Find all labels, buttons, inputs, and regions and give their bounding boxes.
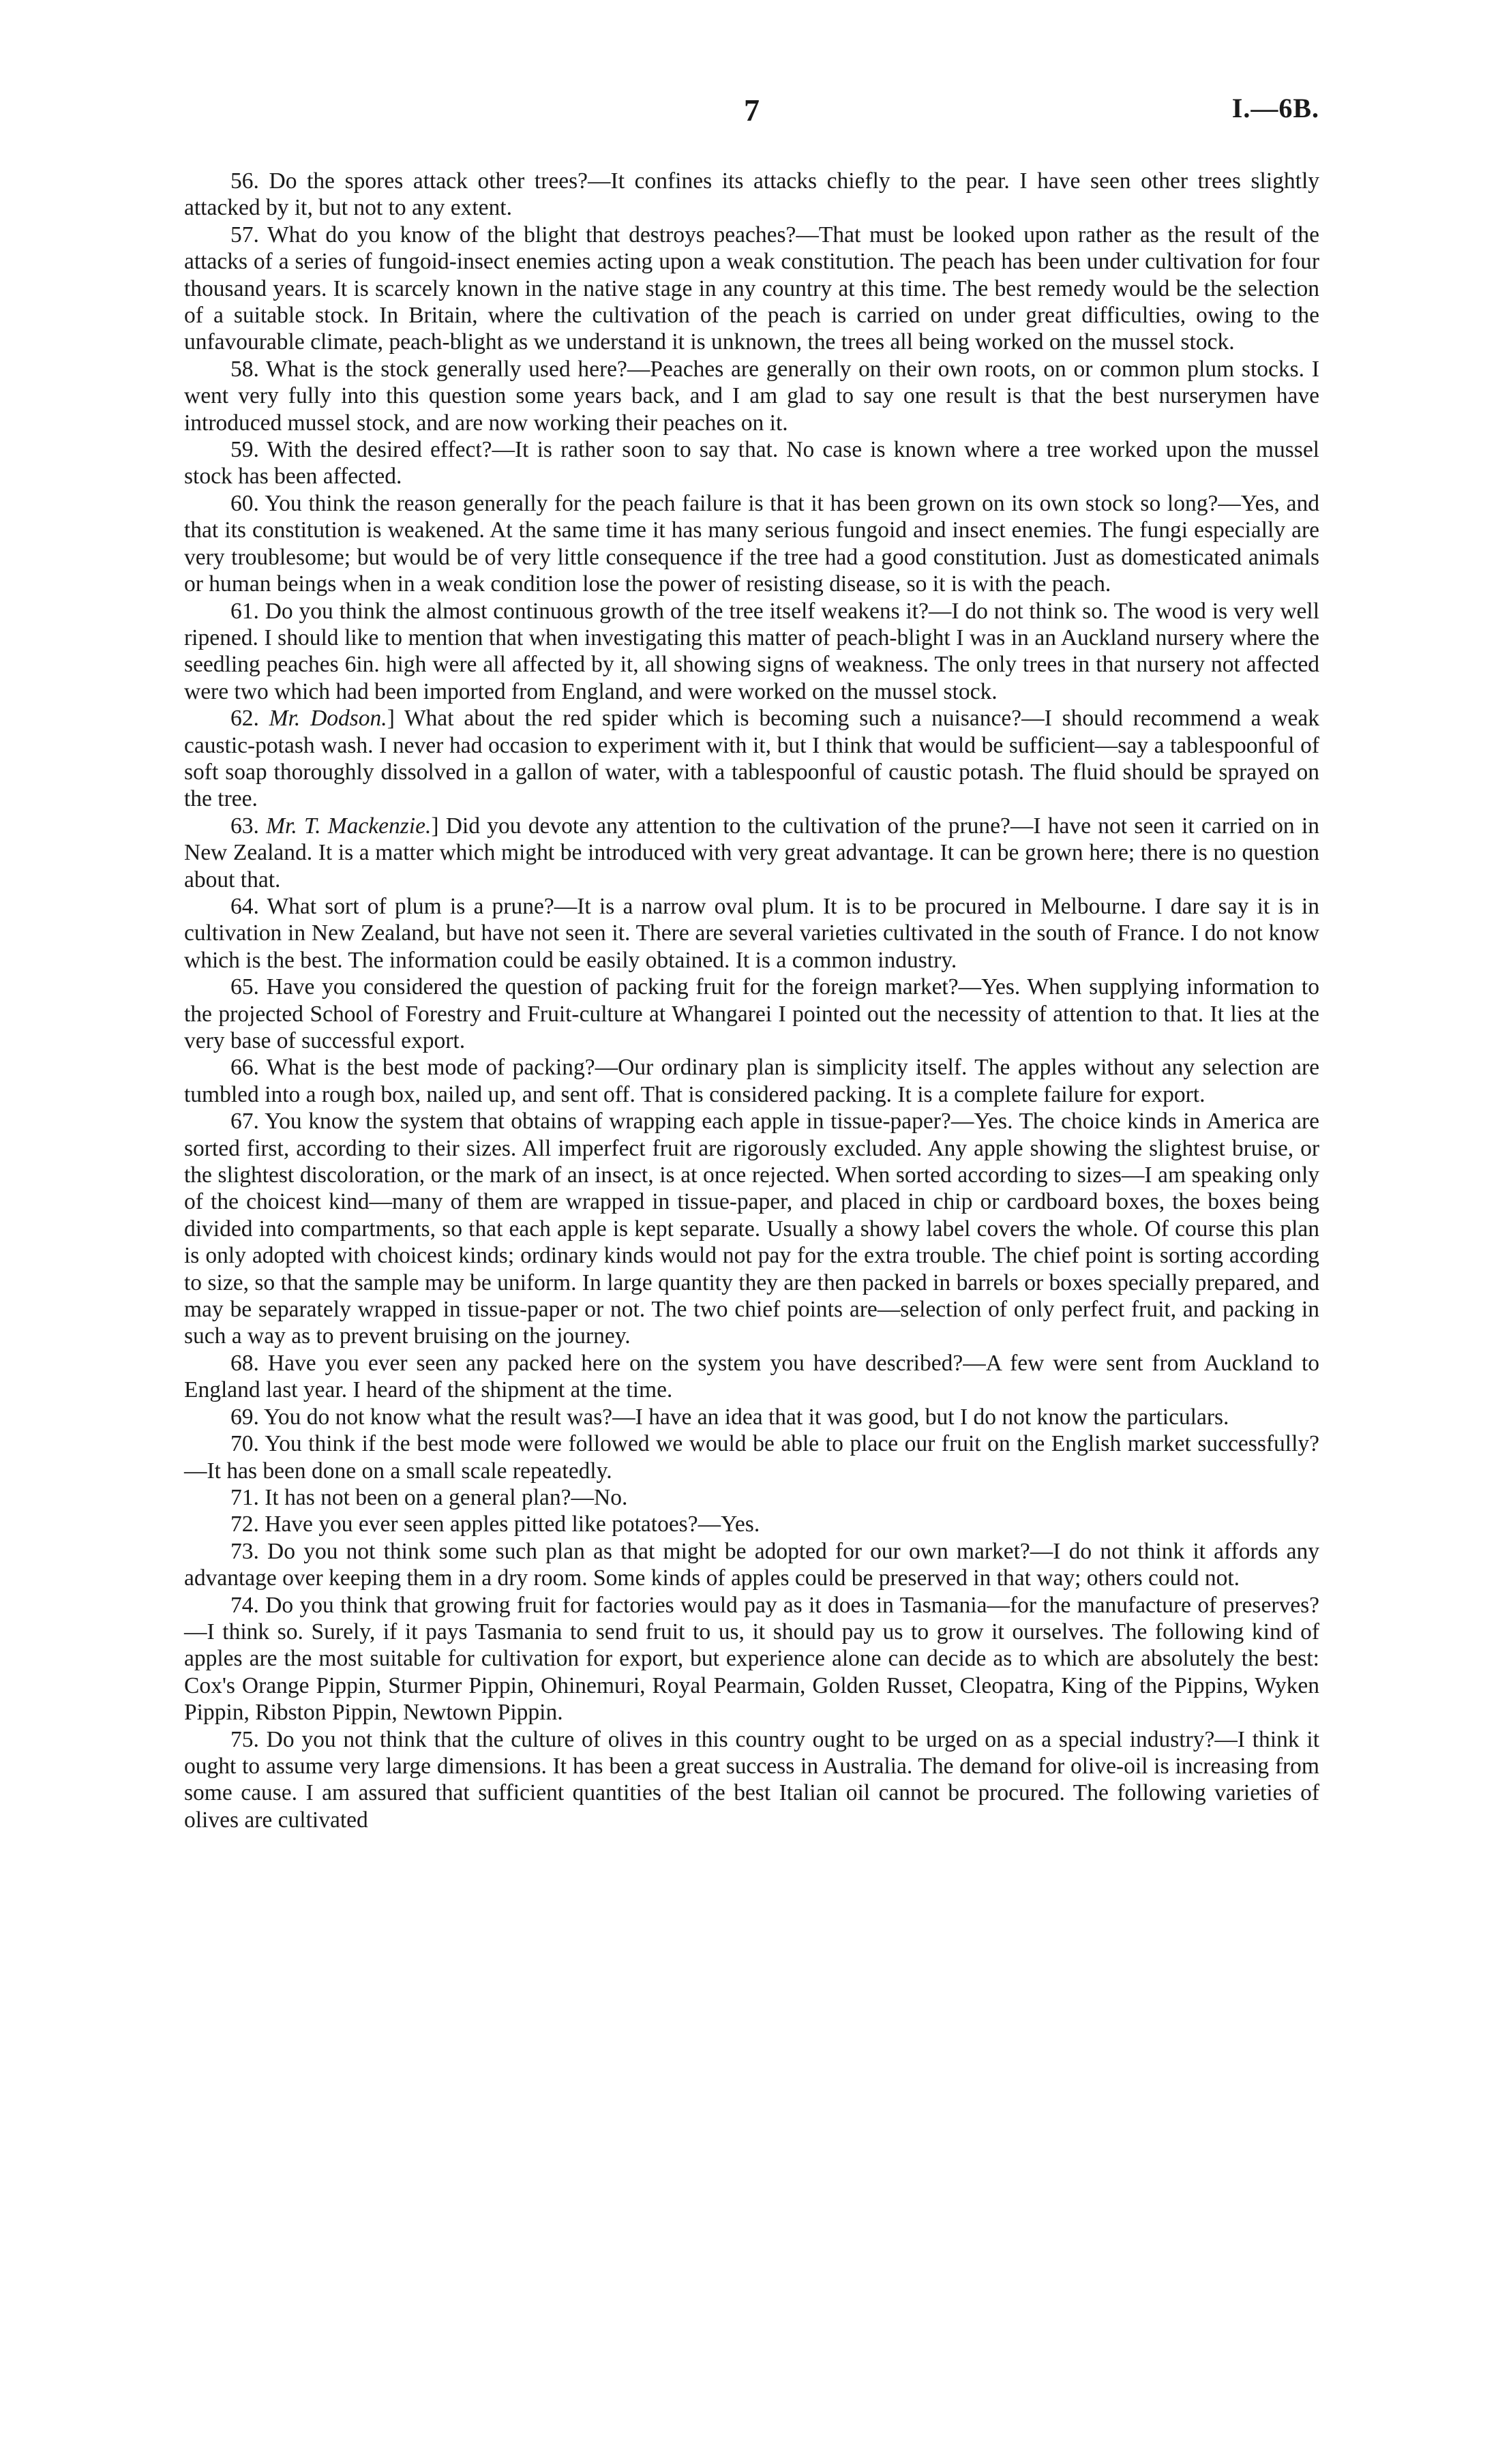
paragraph-q75 [184, 1726, 1319, 1834]
paragraph-q68 [184, 1350, 1319, 1404]
paragraph-q74 [184, 1592, 1319, 1726]
paragraph-q70 [184, 1430, 1319, 1484]
paragraph-q57 [184, 222, 1319, 356]
paragraph-q69 [184, 1404, 1319, 1430]
document-reference: I.—6B. [1231, 93, 1319, 123]
paragraph-q59 [184, 436, 1319, 490]
paragraph-text: 68. Have you ever seen any packed here on the system you have described?—A few were sent from Auckland to England last year. I heard of the shipment at the time. [184, 1350, 1319, 1403]
paragraph-text: 64. What sort of plum is a prune?—It is a narrow oval plum. It is to be procured in Melbourne. I dare say it is in cultivation in New Zealand, but have not seen it. There are several varieties cultivated in the south of France. I do not know which is the best. The information could be easily obtained. It is a common industry. [184, 893, 1319, 973]
paragraph-q73 [184, 1538, 1319, 1592]
body-text [184, 168, 1319, 1833]
paragraph-text: 67. You know the system that obtains of wrapping each apple in tissue-paper?—Yes. The choice kinds in America are sorted first, according to their sizes. All imperfect fruit are rigorously excluded. Any apple showing the slightest bruise, or the slightest discoloration, or the mark of an insect, is at once rejected. When sorted according to sizes—I am speaking only of the choicest kind—many of them are wrapped in tissue-paper, and placed in chip or cardboard boxes, the boxes being divided into compartments, so that each apple is kept separate. Usually a showy label covers the whole. Of course this plan is only adopted with choicest kinds; ordinary kinds would not pay for the extra trouble. The chief point is sorting according to size, so that the sample may be uniform. In large quantity they are then packed in barrels or boxes specially prepared, and may be separately wrapped in tissue-paper or not. The two chief points are—selection of only perfect fruit, and packing in such a way as to prevent bruising on the journey. [184, 1109, 1319, 1349]
paragraph-text: 69. You do not know what the result was?—I have an idea that it was good, but I do not know the particulars. [230, 1404, 1229, 1430]
paragraph-text: 56. Do the spores attack other trees?—It confines its attacks chiefly to the pear. I have seen other trees slightly attacked by it, but not to any extent. [184, 168, 1319, 221]
paragraph-q63 [184, 813, 1319, 893]
paragraph-text: 70. You think if the best mode were followed we would be able to place our fruit on the English market successfully?—It has been done on a small scale repeatedly. [184, 1431, 1319, 1484]
paragraph-q64 [184, 893, 1319, 974]
paragraph-text: 74. Do you think that growing fruit for factories would pay as it does in Tasmania—for the manufacture of preserves?—I think so. Surely, if it pays Tasmania to send fruit to us, it should pay us to grow it ourselves. The following kind of apples are the most suitable for cultivation for export, but experience alone can decide as to which are absolutely the best: Cox's Orange Pippin, Sturmer Pippin, Ohinemuri, Royal Pearmain, Golden Russet, Cleopatra, King of the Pippins, Wyken Pippin, Ribston Pippin, Newtown Pippin. [184, 1592, 1319, 1726]
paragraph-text: 65. Have you considered the question of packing fruit for the foreign market?—Yes. When supplying information to the projected School of Forestry and Fruit-culture at Whangarei I pointed out the necessity of attention to that. It lies at the very base of successful export. [184, 974, 1319, 1053]
paragraph-text: 58. What is the stock generally used here?—Peaches are generally on their own roots, on or common plum stocks. I went very fully into this question some years back, and I am glad to say one result is that the best nurserymen have introduced mussel stock, and are now working their peaches on it. [184, 356, 1319, 436]
paragraph-text: ] Did you devote any attention to the cultivation of the prune?—I have not seen it carried on in New Zealand. It is a matter which might be introduced with very great advantage. It can be grown here; there is no question about that. [184, 813, 1319, 892]
paragraph-text: 61. Do you think the almost continuous growth of the tree itself weakens it?—I do not think so. The wood is very well ripened. I should like to mention that when investigating this matter of peach-blight I was in an Auckland nursery where the seedling peaches 6in. high were all affected by it, all showing signs of weakness. The only trees in that nursery not affected were two which had been imported from England, and were worked on the mussel stock. [184, 598, 1319, 704]
paragraph-text: 59. With the desired effect?—It is rather soon to say that. No case is known where a tree worked upon the mussel stock has been affected. [184, 437, 1319, 490]
paragraph-text: 57. What do you know of the blight that destroys peaches?—That must be looked upon rather as the result of the attacks of a series of fungoid-insect enemies acting upon a weak constitution. The peach has been under cultivation for four thousand years. It is scarcely known in the native stage in any country at this time. The best remedy would be the selection of a suitable stock. In Britain, where the cultivation of the peach is carried on under great difficulties, owing to the unfavourable climate, peach-blight as we understand it is unknown, the trees all being worked on the mussel stock. [184, 222, 1319, 355]
paragraph-q61 [184, 598, 1319, 706]
paragraph-text: 72. Have you ever seen apples pitted like potatoes?—Yes. [230, 1512, 760, 1537]
paragraph-text: 66. What is the best mode of packing?—Our ordinary plan is simplicity itself. The apples without any selection are tumbled into a rough box, nailed up, and sent off. That is considered packing. It is a complete failure for export. [184, 1055, 1319, 1107]
speaker-name: Mr. Dodson. [269, 706, 387, 732]
page-header [184, 92, 1319, 140]
paragraph-q72 [184, 1511, 1319, 1537]
paragraph-text: 75. Do you not think that the culture of olives in this country ought to be urged on as a special industry?—I think it ought to assume very large dimensions. It has been a great success in Australia. The demand for olive-oil is increasing from some cause. I am assured that sufficient quantities of the best Italian oil cannot be procured. The following varieties of olives are cultivated [184, 1726, 1319, 1833]
question-number: 62. [230, 706, 259, 732]
paragraph-text: 71. It has not been on a general plan?—No. [230, 1484, 628, 1510]
paragraph-q67 [184, 1108, 1319, 1350]
paragraph-q65 [184, 974, 1319, 1054]
paragraph-text: 73. Do you not think some such plan as that might be adopted for our own market?—I do not think it affords any advantage over keeping them in a dry room. Some kinds of apples could be preserved in that way; others could not. [184, 1538, 1319, 1591]
paragraph-text: ] What about the red spider which is becoming such a nuisance?—I should recommend a weak caustic-potash wash. I never had occasion to experiment with it, but I think that would be sufficient—say a tablespoonful of soft soap thoroughly dissolved in a gallon of water, with a tablespoonful of caustic potash. The fluid should be sprayed on the tree. [184, 706, 1320, 812]
question-number: 63. [230, 813, 259, 839]
paragraph-q60 [184, 490, 1319, 598]
speaker-name: Mr. T. Mackenzie. [266, 813, 432, 839]
paragraph-q66 [184, 1054, 1319, 1108]
paragraph-q62 [184, 705, 1319, 813]
paragraph-q56 [184, 168, 1319, 222]
paragraph-q71 [184, 1484, 1319, 1511]
paragraph-q58 [184, 356, 1319, 436]
page-number: 7 [744, 93, 760, 127]
paragraph-text: 60. You think the reason generally for the peach failure is that it has been grown on its own stock so long?—Yes, and that its constitution is weakened. At the same time it has many serious fungoid and insect enemies. The fungi especially are very troublesome; but would be of very little consequence if the tree had a good constitution. Just as domesticated animals or human beings when in a weak condition lose the power of resisting disease, so it is with the peach. [184, 490, 1319, 597]
